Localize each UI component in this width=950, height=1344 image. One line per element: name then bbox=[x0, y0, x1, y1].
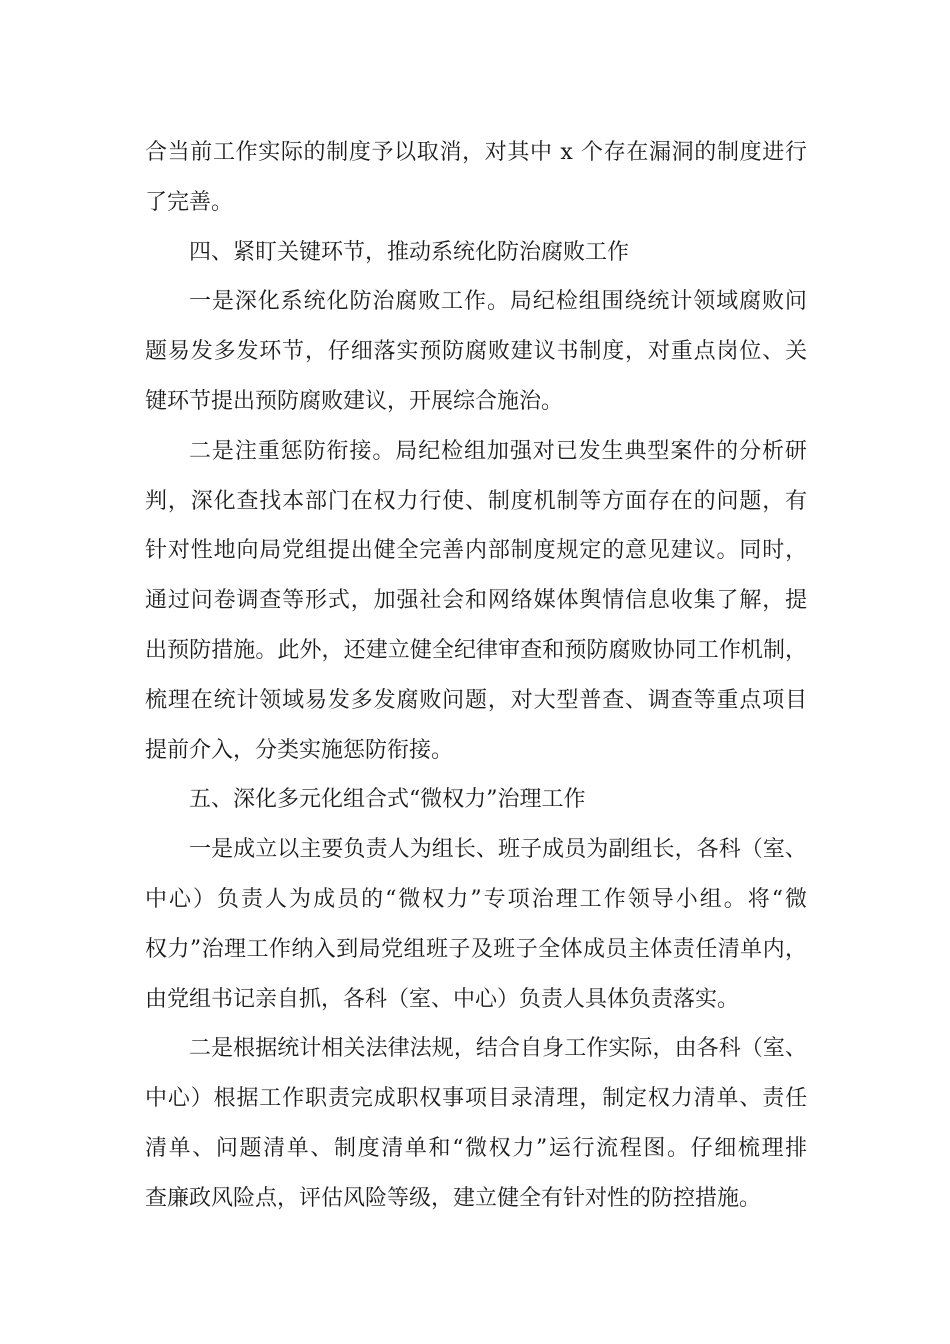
text-line: 二是注重惩防衔接。局纪检组加强对已发生典型案件的分析研 bbox=[189, 438, 808, 464]
section-heading: 五、深化多元化组合式“微权力”治理工作 bbox=[189, 787, 586, 813]
text-line: 一是成立以主要负责人为组长、班子成员为副组长，各科（室、 bbox=[189, 837, 807, 863]
text-line: 了完善。 bbox=[145, 189, 234, 215]
text-line: 查廉政风险点，评估风险等级，建立健全有针对性的防控措施。 bbox=[145, 1185, 762, 1211]
text-line: 针对性地向局党组提出健全完善内部制度规定的意见建议。同时， bbox=[145, 538, 808, 564]
text-line: 二是根据统计相关法律法规，结合自身工作实际，由各科（室、 bbox=[189, 1036, 807, 1062]
text-line: 权力”治理工作纳入到局党组班子及班子全体成员主体责任清单内， bbox=[145, 936, 808, 962]
text-line: 一是深化系统化防治腐败工作。局纪检组围绕统计领域腐败问 bbox=[189, 289, 808, 315]
text-line: 通过问卷调查等形式，加强社会和网络媒体舆情信息收集了解，提 bbox=[145, 588, 808, 614]
body-text bbox=[145, 128, 810, 1224]
text-line: 由党组书记亲自抓，各科（室、中心）负责人具体负责落实。 bbox=[145, 986, 740, 1012]
text-line: 合当前工作实际的制度予以取消，对其中 x 个存在漏洞的制度进行 bbox=[145, 140, 808, 165]
text-line: 出预防措施。此外，还建立健全纪律审查和预防腐败协同工作机制， bbox=[145, 637, 808, 663]
text-line: 提前介入，分类实施惩防衔接。 bbox=[145, 737, 454, 763]
text-line: 中心）根据工作职责完成职权事项目录清理，制定权力清单、责任 bbox=[145, 1086, 808, 1112]
section-heading: 四、紧盯关键环节，推动系统化防治腐败工作 bbox=[189, 239, 630, 265]
text-line: 清单、问题清单、制度清单和“微权力”运行流程图。仔细梳理排 bbox=[145, 1135, 809, 1161]
text-line: 题易发多发环节，仔细落实预防腐败建议书制度，对重点岗位、关 bbox=[145, 339, 808, 365]
text-line: 中心）负责人为成员的“微权力”专项治理工作领导小组。将“微 bbox=[145, 886, 810, 912]
text-line: 梳理在统计领域易发多发腐败问题，对大型普查、调查等重点项目 bbox=[145, 687, 808, 713]
text-line: 判，深化查找本部门在权力行使、制度机制等方面存在的问题，有 bbox=[145, 488, 808, 514]
text-line: 键环节提出预防腐败建议，开展综合施治。 bbox=[145, 388, 564, 414]
